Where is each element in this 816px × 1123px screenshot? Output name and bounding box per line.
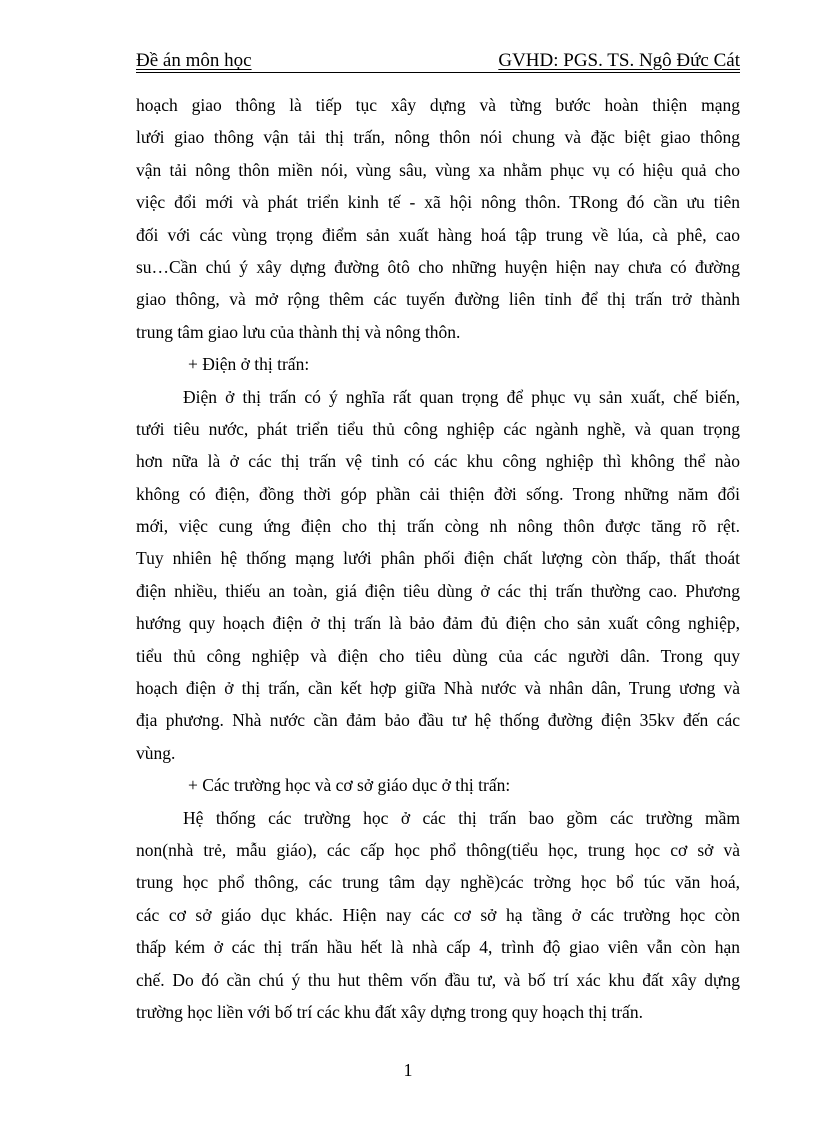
section-heading: + Điện ở thị trấn: bbox=[188, 354, 310, 375]
paragraph-line: vùng. bbox=[136, 742, 176, 763]
paragraph-line: mới, việc cung ứng điện cho thị trấn còng nh nông thôn được tăng rõ rệt. bbox=[136, 516, 740, 537]
paragraph-line: việc đổi mới và phát triển kinh tế - xã hội nông thôn. TRong đó cần ưu tiên bbox=[136, 192, 740, 213]
header-course-title: Đề án môn học bbox=[136, 50, 252, 71]
paragraph-line: thấp kém ở các thị trấn hầu hết là nhà cấp 4, trình độ giao viên vẫn còn hạn bbox=[136, 937, 740, 958]
paragraph-line: hoạch điện ở thị trấn, cần kết hợp giữa Nhà nước và nhân dân, Trung ương và bbox=[136, 678, 740, 699]
paragraph-line: Hệ thống các trường học ở các thị trấn bao gồm các trường mầm bbox=[183, 807, 740, 828]
paragraph-line: hoạch giao thông là tiếp tục xây dựng và từng bước hoàn thiện mạng bbox=[136, 95, 740, 115]
paragraph-line: lưới giao thông vận tải thị trấn, nông thôn nói chung và đặc biệt giao thông bbox=[136, 127, 740, 148]
header-rule bbox=[136, 72, 740, 73]
paragraph-line: Tuy nhiên hệ thống mạng lưới phân phối điện chất lượng còn thấp, thất thoát bbox=[136, 548, 740, 569]
paragraph-line: tiểu thủ công nghiệp và điện cho tiêu dùng của các người dân. Trong quy bbox=[136, 645, 740, 666]
paragraph-line: không có điện, đồng thời góp phần cải thiện đời sống. Trong những năm đổi bbox=[136, 483, 740, 504]
paragraph-line: trường học liền với bố trí các khu đất xây dựng trong quy hoạch thị trấn. bbox=[136, 1001, 643, 1022]
paragraph-line: hướng quy hoạch điện ở thị trấn là bảo đảm đủ điện cho sản xuất công nghiệp, bbox=[136, 613, 740, 634]
document-body bbox=[136, 89, 740, 1028]
paragraph-line: Điện ở thị trấn có ý nghĩa rất quan trọng để phục vụ sản xuất, chế biến, bbox=[183, 386, 740, 407]
paragraph-line: chế. Do đó cần chú ý thu hut thêm vốn đầu tư, và bố trí xác khu đất xây dựng bbox=[136, 969, 740, 990]
paragraph-line: su…Cần chú ý xây dựng đường ôtô cho những huyện hiện nay chưa có đường bbox=[136, 256, 740, 277]
paragraph-line: các cơ sở giáo dục khác. Hiện nay các cơ sở hạ tầng ở các trường học còn bbox=[136, 904, 740, 925]
paragraph-line: đối với các vùng trọng điểm sản xuất hàng hoá tập trung về lúa, cà phê, cao bbox=[136, 224, 740, 245]
section-heading: + Các trường học và cơ sở giáo dục ở thị trấn: bbox=[188, 775, 511, 796]
page-number: 1 bbox=[403, 1060, 413, 1080]
paragraph-line: điện nhiều, thiếu an toàn, giá điện tiêu dùng ở các thị trấn thường cao. Phương bbox=[136, 580, 740, 601]
paragraph-line: giao thông, và mở rộng thêm các tuyến đường liên tỉnh để thị trấn trở thành bbox=[136, 289, 740, 310]
paragraph-line: trung học phổ thông, các trung tâm dạy nghề)các trờng học bổ túc văn hoá, bbox=[136, 872, 740, 893]
paragraph-line: hơn nữa là ở các thị trấn vệ tinh có các khu công nghiệp thì không thể nào bbox=[136, 451, 740, 472]
paragraph-line: tưới tiêu nước, phát triển tiểu thủ công nghiệp các ngành nghề, và quan trọng bbox=[136, 418, 740, 439]
paragraph-line: vận tải nông thôn miền nói, vùng sâu, vùng xa nhằm phục vụ có hiệu quả cho bbox=[136, 159, 740, 180]
page-header bbox=[136, 50, 740, 76]
paragraph-line: trung tâm giao lưu của thành thị và nông thôn. bbox=[136, 321, 461, 342]
paragraph-line: địa phương. Nhà nước cần đảm bảo đầu tư hệ thống đường điện 35kv đến các bbox=[136, 710, 740, 731]
header-supervisor: GVHD: PGS. TS. Ngô Đức Cát bbox=[498, 50, 740, 71]
paragraph-line: non(nhà trẻ, mẫu giáo), các cấp học phổ thông(tiểu học, trung học cơ sở và bbox=[136, 839, 740, 860]
